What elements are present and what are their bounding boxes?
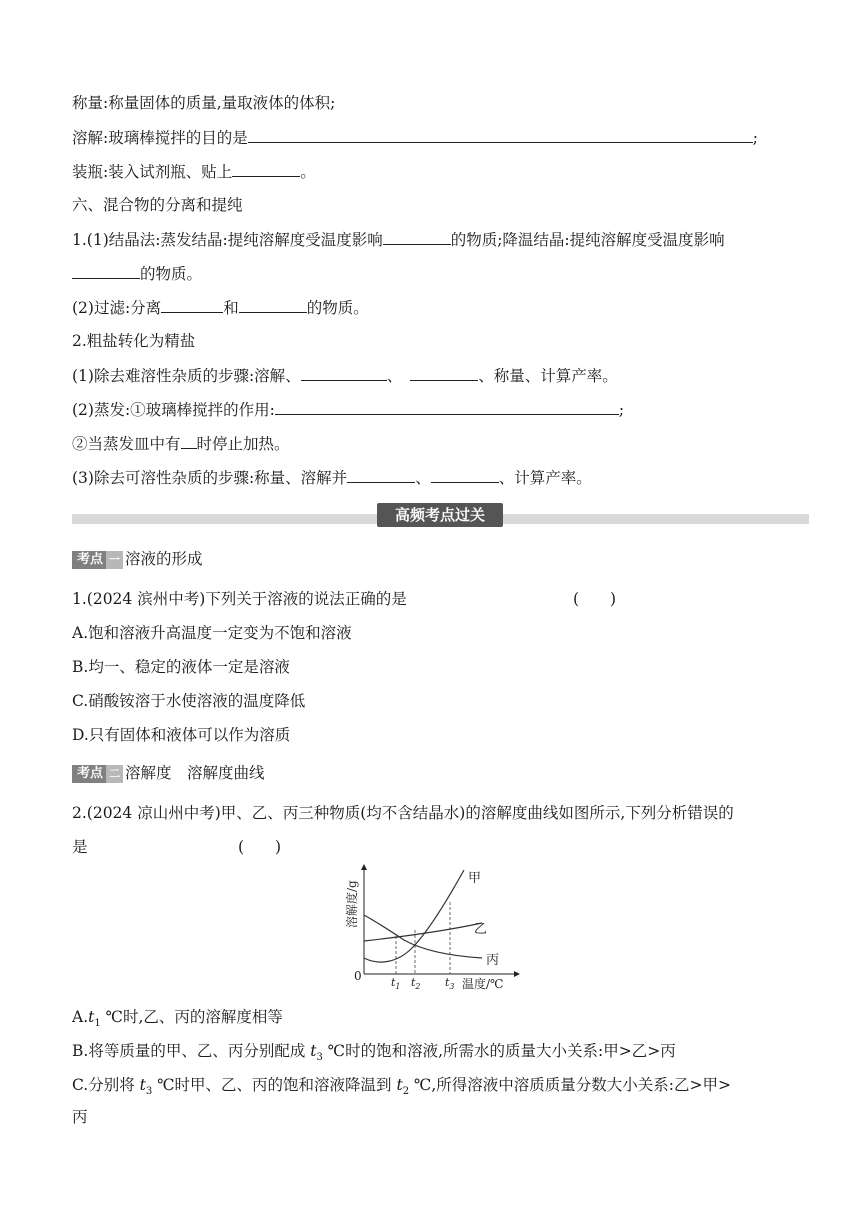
origin-label: 0 — [354, 969, 362, 983]
temp-subscript: 3 — [316, 1052, 323, 1064]
fill-blank — [275, 398, 619, 415]
option-text: ℃时,乙、丙的溶解度相等 — [100, 1008, 283, 1026]
line-weighing: 称量:称量固体的质量,量取液体的体积; — [72, 94, 336, 112]
option-text: ℃,所得溶液中溶质质量分数大小关系:乙>甲> — [409, 1076, 731, 1094]
line-text: 溶解:玻璃棒搅拌的目的是 — [72, 129, 248, 147]
line-text: (2)蒸发:①玻璃棒搅拌的作用: — [72, 401, 275, 419]
option-text: B.将等质量的甲、乙、丙分别配成 — [72, 1042, 311, 1060]
line-text: 、 — [386, 367, 403, 385]
option-c-cont: 丙 — [72, 1108, 88, 1126]
y-axis-label: 溶解度/g — [345, 880, 359, 928]
line-text: (1)除去难溶性杂质的步骤:溶解、 — [72, 367, 301, 385]
line-text: 。 — [300, 163, 316, 181]
line-evaporation — [72, 398, 624, 421]
label-jia: 甲 — [468, 871, 482, 886]
line-bottling — [72, 160, 316, 183]
x-axis-arrow — [514, 971, 520, 977]
option-a — [72, 1006, 283, 1035]
line-insoluble-steps — [72, 364, 618, 387]
section-heading: 六、混合物的分离和提纯 — [72, 196, 243, 214]
line-text: ②当蒸发皿中有 — [72, 435, 181, 453]
line-filtration — [72, 296, 369, 319]
line-text: 1.(1)结晶法:蒸发结晶:提纯溶解度受温度影响 — [72, 231, 383, 249]
kaodian-tag: 考点 — [72, 765, 106, 783]
fill-blank — [181, 432, 197, 449]
temp-subscript: 2 — [402, 1086, 410, 1098]
x-axis-label: 温度/℃ — [462, 977, 504, 991]
temp-symbol: t — [396, 1076, 403, 1094]
option-c — [72, 1074, 731, 1103]
kaodian-title: 溶液的形成 — [125, 550, 203, 568]
option-a: A.饱和溶液升高温度一定变为不饱和溶液 — [72, 624, 352, 642]
line-text: 的物质。 — [140, 265, 203, 283]
question-stem-cont: 是 — [72, 838, 88, 856]
question-stem: 2.(2024 凉山州中考)甲、乙、丙三种物质(均不含结晶水)的溶解度曲线如图所示,下列分析错误的 — [72, 804, 734, 822]
line-text: 、称量、计算产率。 — [478, 367, 618, 385]
line-text: 的物质。 — [306, 299, 369, 317]
line-dissolving — [72, 126, 758, 149]
temp-subscript: 3 — [145, 1086, 153, 1098]
fill-blank — [301, 364, 387, 381]
fill-blank — [347, 466, 415, 483]
line-text: (2)过滤:分离 — [72, 299, 162, 317]
tick-t3: $t_3$ — [445, 976, 455, 991]
temp-symbol: t — [88, 1008, 95, 1026]
option-text: ℃时的饱和溶液,所需水的质量大小关系:甲>乙>丙 — [322, 1042, 676, 1060]
answer-bracket: ( ) — [238, 838, 282, 856]
line-crystallization-cont — [72, 262, 202, 285]
option-c: C.硝酸铵溶于水使溶液的温度降低 — [72, 692, 306, 710]
line-stop-heating — [72, 432, 290, 455]
y-axis-arrow — [361, 864, 367, 870]
kaodian-heading — [72, 548, 203, 570]
fill-blank — [232, 160, 300, 177]
option-d: D.只有固体和液体可以作为溶质 — [72, 726, 291, 744]
curve-jia — [364, 870, 464, 962]
fill-blank — [431, 466, 499, 483]
fill-blank — [161, 296, 223, 313]
option-text: C.分别将 — [72, 1076, 140, 1094]
line-text: 的物质;降温结晶:提纯溶解度受温度影响 — [450, 231, 725, 249]
kaodian-tag: 考点 — [72, 551, 106, 569]
fill-blank — [383, 228, 451, 245]
line-text: 时停止加热。 — [196, 435, 290, 453]
temp-symbol: t — [310, 1042, 317, 1060]
curve-bing — [364, 915, 482, 958]
tick-t1: $t_1$ — [391, 976, 401, 991]
kaodian-number: 一 — [106, 551, 123, 569]
option-text: A. — [72, 1008, 89, 1026]
kaodian-number: 二 — [106, 765, 123, 783]
question-stem: 1.(2024 滨州中考)下列关于溶液的说法正确的是 — [72, 590, 407, 608]
kaodian-title: 溶解度 溶解度曲线 — [125, 764, 265, 782]
temp-subscript: 1 — [94, 1018, 101, 1030]
option-b — [72, 1040, 676, 1069]
line-text: 和 — [223, 299, 239, 317]
fill-blank — [72, 262, 140, 279]
line-soluble-steps — [72, 466, 592, 489]
solubility-curve-figure — [340, 862, 520, 992]
temp-symbol: t — [139, 1076, 146, 1094]
answer-bracket: ( ) — [573, 590, 617, 608]
line-crude-salt: 2.粗盐转化为精盐 — [72, 332, 196, 350]
line-crystallization — [72, 228, 725, 251]
line-text: 、计算产率。 — [498, 469, 592, 487]
label-yi: 乙 — [474, 922, 488, 937]
option-text: ℃时甲、乙、丙的饱和溶液降温到 — [152, 1076, 397, 1094]
tick-t2: $t_2$ — [411, 976, 421, 991]
line-text: ; — [752, 129, 758, 147]
section-banner: 高频考点过关 — [377, 503, 503, 527]
fill-blank — [248, 126, 753, 143]
line-text: ; — [618, 401, 625, 419]
option-b: B.均一、稳定的液体一定是溶液 — [72, 658, 290, 676]
line-text: 、 — [415, 469, 431, 487]
label-bing: 丙 — [486, 953, 500, 968]
fill-blank — [239, 296, 307, 313]
fill-blank — [410, 364, 478, 381]
line-text: 装瓶:装入试剂瓶、贴上 — [72, 163, 233, 181]
kaodian-heading — [72, 762, 265, 784]
line-text: (3)除去可溶性杂质的步骤:称量、溶解并 — [72, 469, 348, 487]
